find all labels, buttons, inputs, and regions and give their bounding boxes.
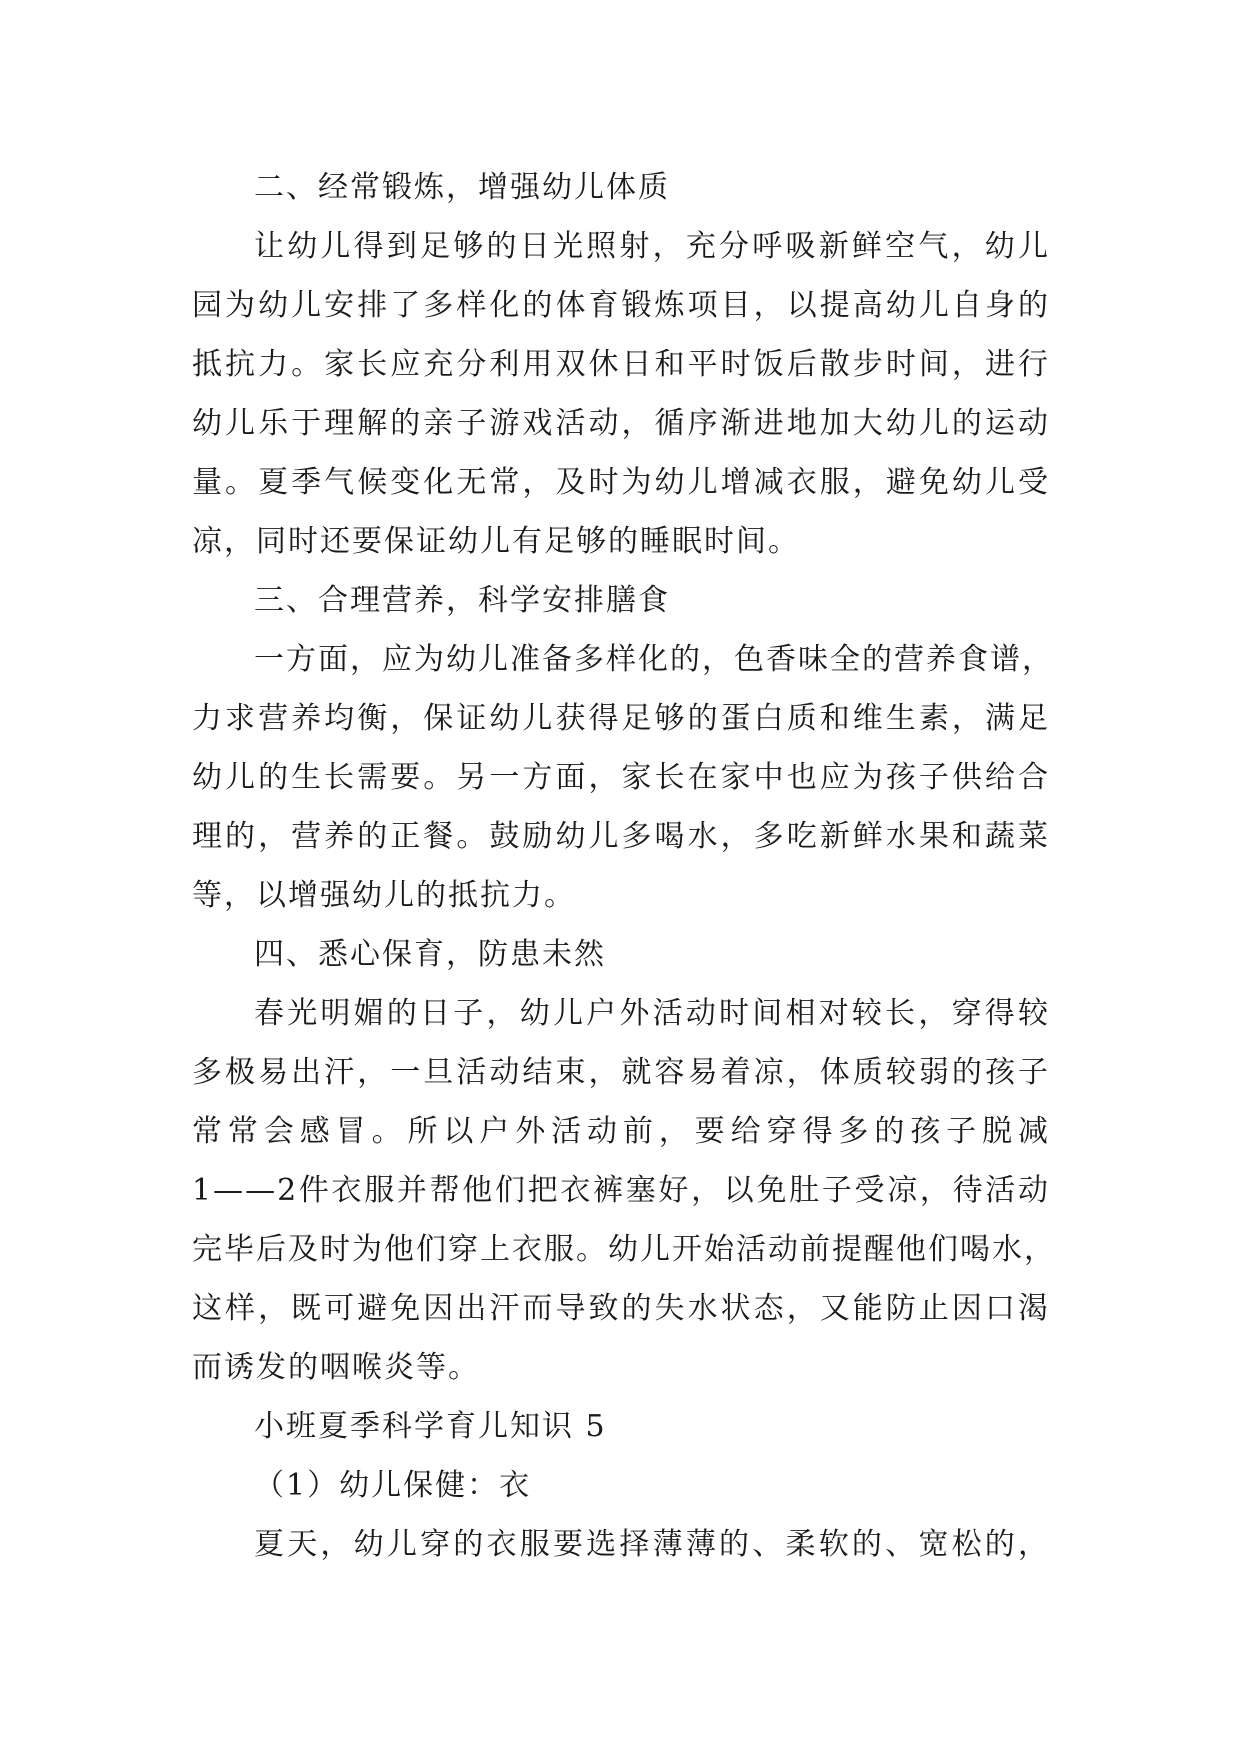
article-title: 小班夏季科学育儿知识 5 [254, 1409, 607, 1444]
paragraph-line: 力求营养均衡，保证幼儿获得足够的蛋白质和维生素，满足 [192, 701, 1050, 736]
paragraph-line: 一方面，应为幼儿准备多样化的，色香味全的营养食谱， [254, 642, 1054, 677]
paragraph-line: 园为幼儿安排了多样化的体育锻炼项目，以提高幼儿自身的 [192, 288, 1050, 323]
paragraph-line: 抵抗力。家长应充分利用双休日和平时饭后散步时间，进行 [192, 347, 1050, 382]
paragraph-line: 常常会感冒。所以户外活动前，要给穿得多的孩子脱减 [192, 1114, 1050, 1149]
paragraph-line: 完毕后及时为他们穿上衣服。幼儿开始活动前提醒他们喝水， [192, 1232, 1056, 1267]
paragraph-line: 量。夏季气候变化无常，及时为幼儿增减衣服，避免幼儿受 [192, 465, 1050, 500]
paragraph-line: 理的，营养的正餐。鼓励幼儿多喝水，多吃新鲜水果和蔬菜 [192, 819, 1050, 854]
paragraph-line: 春光明媚的日子，幼儿户外活动时间相对较长，穿得较 [254, 996, 1050, 1031]
paragraph-line: 多极易出汗，一旦活动结束，就容易着凉，体质较弱的孩子 [192, 1055, 1050, 1090]
paragraph-line: 让幼儿得到足够的日光照射，充分呼吸新鲜空气，幼儿 [254, 229, 1050, 264]
section-heading: 二、经常锻炼，增强幼儿体质 [254, 170, 670, 205]
document-body [192, 158, 1056, 1574]
paragraph-line: 等，以增强幼儿的抵抗力。 [192, 878, 576, 913]
paragraph-line: 而诱发的咽喉炎等。 [192, 1350, 480, 1385]
paragraph-line: 幼儿的生长需要。另一方面，家长在家中也应为孩子供给合 [192, 760, 1050, 795]
section-heading: 四、悉心保育，防患未然 [254, 937, 606, 972]
paragraph-line: 这样，既可避免因出汗而导致的失水状态，又能防止因口渴 [192, 1291, 1050, 1326]
paragraph-line: 幼儿乐于理解的亲子游戏活动，循序渐进地加大幼儿的运动 [192, 406, 1050, 441]
paragraph-line: 凉，同时还要保证幼儿有足够的睡眠时间。 [192, 524, 800, 559]
paragraph-line: 1——2件衣服并帮他们把衣裤塞好，以免肚子受凉，待活动 [192, 1173, 1050, 1208]
paragraph-line: 夏天，幼儿穿的衣服要选择薄薄的、柔软的、宽松的， [254, 1527, 1050, 1562]
section-heading: 三、合理营养，科学安排膳食 [254, 583, 670, 618]
subsection-heading: （1）幼儿保健：衣 [254, 1468, 532, 1503]
